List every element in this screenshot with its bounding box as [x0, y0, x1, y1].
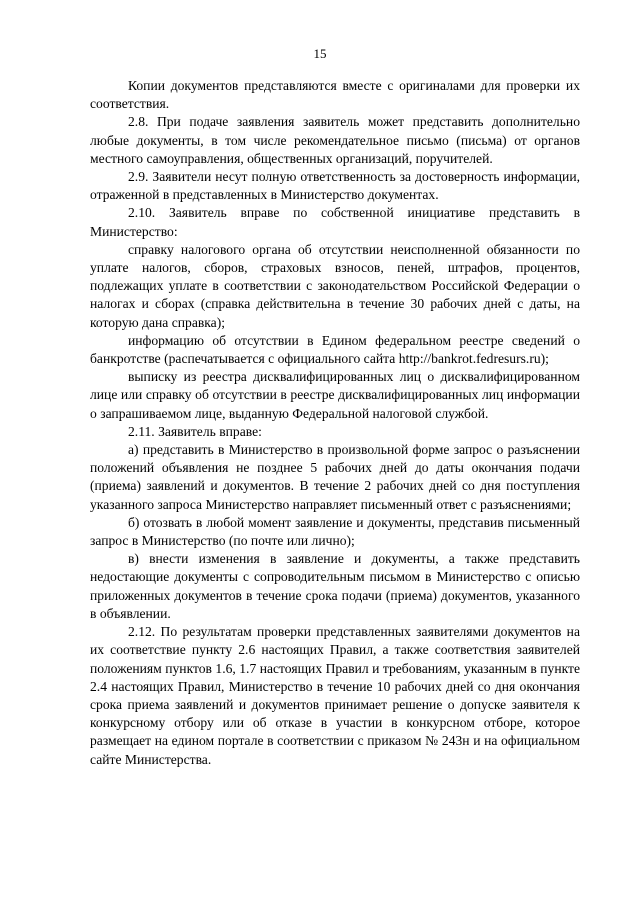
body-text	[90, 77, 580, 769]
paragraph: выписку из реестра дисквалифицированных лиц о дисквалифицированном лице или справку об отсутствии в реестре дисквалифицированных лиц информации о запрашиваемом лице, выданную Федеральной налоговой службой.	[90, 369, 580, 421]
page-number: 15	[313, 46, 327, 61]
paragraph: 2.10. Заявитель вправе по собственной инициативе представить в Министерство:	[90, 205, 580, 239]
paragraph: б) отозвать в любой момент заявление и документы, представив письменный запрос в Министерство (по почте или лично);	[90, 514, 580, 549]
paragraph: в) внести изменения в заявление и документы, а также представить недостающие документы с сопроводительным письмом в Министерство с описью приложенных документов в течение срока подачи (приема) документов, указанного в объявлении.	[90, 551, 580, 621]
paragraph: 2.12. По результатам проверки представленных заявителями документов на их соответствие пункту 2.6 настоящих Правил, а также соответствия заявителей положениям пунктов 1.6, 1.7 настоящих Правил и требованиям, указанным в пункте 2.4 настоящих Правил, Министерство в течение 10 рабочих дней со дня окончания срока приема заявлений и документов принимает решение о допуске заявителя к конкурсному отбору или об отказе в участии в конкурсном отборе, которое размещает на едином портале в соответствии с приказом № 243н и на официальном сайте Министерства.	[90, 624, 580, 767]
paragraph: справку налогового органа об отсутствии неисполненной обязанности по уплате налогов, сборов, страховых взносов, пеней, штрафов, процентов, подлежащих уплате в соответствии с законодательством Российской Федерации о налогах и сборах (справка действительна в течение 30 рабочих дней с даты, на которую дана справка);	[90, 241, 580, 330]
paragraph: а) представить в Министерство в произвольной форме запрос о разъяснении положений объявления не позднее 5 рабочих дней до даты окончания подачи (приема) заявлений и документов. В течение 2 рабочих дней со дня поступления указанного запроса Министерство направляет письменный ответ с разъяснениями;	[90, 442, 580, 512]
paragraph: 2.9. Заявители несут полную ответственность за достоверность информации, отраженной в представленных в Министерство документах.	[90, 169, 580, 203]
paragraph: 2.8. При подаче заявления заявитель может представить дополнительно любые документы, в том числе рекомендательное письмо (письма) от органов местного самоуправления, общественных организаций, поручителей.	[90, 114, 580, 166]
paragraph: информацию об отсутствии в Едином федеральном реестре сведений о банкротстве (распечатывается с официального сайта http://bankrot.fedresurs.ru);	[90, 332, 580, 367]
paragraph: Копии документов представляются вместе с оригиналами для проверки их соответствия.	[90, 78, 580, 112]
paragraph: 2.11. Заявитель вправе:	[128, 423, 262, 439]
